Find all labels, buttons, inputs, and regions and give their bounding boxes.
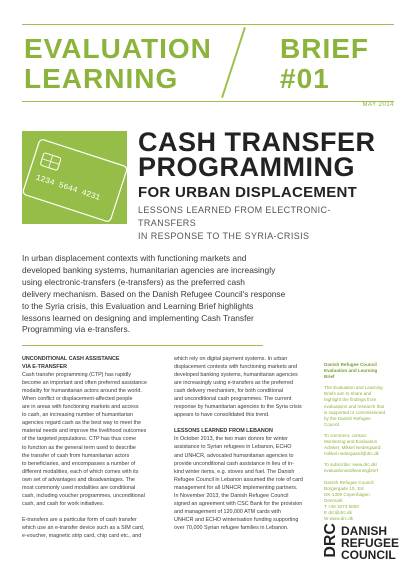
sidebar-heading-line: Danish Refugee Council (324, 362, 377, 367)
headline-line2: PROGRAMMING (138, 152, 355, 182)
intro-line: developed banking systems, humanitarian agencies are increasingly (22, 264, 276, 275)
body-text-line: become an important and often preferred assistance (22, 380, 147, 387)
header-top-rule (22, 24, 394, 25)
sidebar-address-line: Borgergade 10, 3rd (324, 485, 364, 491)
sidebar-text-line: The Evaluation and Learning (324, 385, 383, 391)
sidebar-text-line: Council. (324, 421, 341, 427)
body-text-line: provide unconditional cash assistance in lieu of in- (174, 460, 294, 467)
body-text-line: E-transfers are a particular form of cash transfer (22, 516, 137, 523)
body-text-line: and UNHCR, advocated humanitarian agencies to (174, 452, 294, 459)
sidebar-text-line: mikkel.nedergaard@drc.dk (324, 451, 379, 457)
body-text-line: of the targeted populations. CTP has thus come (22, 436, 137, 443)
sidebar-text-line: highlight the findings from (324, 397, 377, 403)
drc-logo-name (341, 525, 399, 561)
sidebar-address (324, 480, 392, 523)
body-text-line: developed banking systems, humanitarian agencies (174, 372, 298, 379)
body-text-line: modality for humanitarian actors around the world. (22, 388, 142, 395)
col2-paragraph-1 (174, 355, 307, 419)
body-text-line: different modalities, each of which comes with its (22, 468, 139, 475)
headline (138, 127, 376, 182)
sidebar (324, 362, 392, 522)
sidebar-text-line: To subscribe: www.drc.dk/ (324, 462, 378, 468)
paragraph-gap (174, 419, 307, 427)
body-text-line: Refugee Council in Lebanon assumed the role of card (174, 476, 303, 483)
sidebar-text-line: is supported or commissioned (324, 409, 386, 415)
sidebar-text-line: Briefs aim to share and (324, 391, 372, 397)
logo-line1: DANISH (341, 524, 388, 538)
body-text-line: which rely on digital payment systems. In urban (174, 356, 288, 362)
body-text-line: to beneficiaries, and encompasses a number of (22, 460, 136, 467)
body-text-line: which use an e-transfer device such as a SIM card, (22, 524, 145, 531)
issue-date: MAY 2014 (362, 102, 394, 108)
body-text-line: and unconditional cash programmes. The current (174, 396, 292, 403)
section-heading: UNCONDITIONAL CASH ASSISTANCE (22, 356, 120, 362)
intro-line: delivery mechanism. Based on the Danish Refugee Council's response (22, 288, 286, 299)
sidebar-address-line: T +45 3373 5000 (324, 503, 359, 509)
drc-logo-mark: DRC (322, 523, 339, 558)
sidebar-address-line: W www.drc.dk (324, 516, 354, 522)
body-text-line: displacement contexts with functioning markets and (174, 364, 298, 371)
body-text-line: In November 2013, the Danish Refugee Council (174, 492, 289, 499)
body-text-line: over 70,000 Syrian refugee families in Lebanon. (174, 524, 289, 531)
body-text-line: e-voucher, magnetic strip card, chip card etc., and (22, 532, 142, 539)
sidebar-paragraph-1 (324, 385, 392, 428)
sidebar-text-line: Adviser, Mikkel Nedergaard: (324, 445, 382, 451)
body-text-line: to function as the general term used to describe (22, 444, 136, 451)
body-text-line: material needs and improve the livelihood outcomes (22, 428, 147, 435)
lessons-line2: IN RESPONSE TO THE SYRIA-CRISIS (138, 231, 310, 241)
lessons-subtitle (138, 204, 388, 243)
body-text-line: UNHCR and ECHO winterisation funding supporting (174, 516, 299, 523)
paragraph-gap (22, 508, 155, 516)
body-column-1 (22, 355, 155, 540)
intro-line: In urban displacement contexts with functioning markets and (22, 253, 247, 263)
card-number: 1234 5644 4231 (34, 173, 102, 203)
sidebar-heading-line: Evaluation and Learning (324, 368, 378, 374)
body-text-line: kind winter items, e.g. stoves and fuel. The Danish (174, 468, 295, 475)
body-text-line: assistance to Syrian refugees in Lebanon, ECHO (174, 444, 292, 451)
header-title (24, 34, 212, 94)
headline-line1: CASH TRANSFER (138, 127, 376, 157)
sidebar-address-line: Denmark (324, 497, 343, 503)
lessons-line1: LESSONS LEARNED FROM ELECTRONIC-TRANSFERS (138, 205, 331, 228)
sidebar-heading-line: Brief (324, 374, 335, 380)
sidebar-text-line: evaluations and research that (324, 403, 385, 409)
sidebar-address-line: E drc@drc.dk (324, 509, 352, 515)
payment-card-illustration (22, 131, 127, 224)
sidebar-paragraph-2 (324, 433, 392, 457)
headline-subtitle: FOR URBAN DISPLACEMENT (138, 184, 358, 201)
sidebar-heading (324, 362, 392, 380)
header-slash-divider (221, 27, 246, 98)
sidebar-paragraph-3 (324, 462, 392, 474)
body-text-line: the transfer of cash from humanitarian actors (22, 452, 130, 459)
body-text-line: most commonly used modalities are conditional (22, 484, 136, 491)
body-text-line: signed an agreement with CSC Bank for the provision (174, 500, 303, 507)
body-text-line: response by humanitarian agencies to the Syria crisis (174, 404, 302, 411)
section-heading: LESSONS LEARNED FROM LEBANON (174, 428, 273, 435)
body-text-line: cash, and cash for work initiatives. (22, 500, 105, 507)
body-text-line: are increasingly using e-transfers as the preferred (174, 380, 293, 387)
body-text-line: When conflict or displacement-affected people (22, 396, 133, 403)
sidebar-address-line: Danish Refugee Council (324, 479, 374, 485)
body-text-line: to cash, an increasing number of humanitarian (22, 412, 133, 419)
sidebar-text-line: To comment, contact (324, 432, 367, 438)
body-text-line: cash delivery mechanism, for both conditional (174, 388, 284, 395)
body-text-line: agencies regard cash as the best way to meet the (22, 420, 141, 427)
sidebar-text-line: Monitoring and Evaluation (324, 439, 378, 445)
col1-paragraph-2 (22, 516, 155, 540)
card-icon (22, 131, 127, 224)
sidebar-text-line: evaluationandlearningbrief (324, 468, 378, 474)
intro-line: Programming via e-transfers. (22, 324, 130, 335)
section-divider (22, 345, 263, 346)
header-title-line1: EVALUATION (24, 33, 212, 64)
header-bottom-rule (22, 101, 394, 102)
sidebar-text-line: by the Danish Refugee (324, 415, 371, 421)
brief-word: BRIEF (280, 33, 369, 64)
intro-line: to the Syria crisis, this Evaluation and Learning Brief highlights (22, 300, 254, 311)
intro-line: using electronic-transfers (e-transfers) as the preferred cash (22, 276, 245, 287)
body-text-line: management for all UNHCR implementing partners. (174, 484, 298, 491)
body-text-line: appears to have consolidated this trend. (174, 412, 270, 419)
section-heading: VIA E-TRANSFER (22, 364, 68, 371)
header-title-line2: LEARNING (24, 63, 179, 94)
brief-label (280, 34, 369, 94)
body-text-line: Cash transfer programming (CTP) has rapidly (22, 372, 132, 379)
logo-line2: REFUGEE (341, 536, 400, 550)
body-column-2 (174, 355, 307, 532)
body-text-line: and management of 120,000 ATM cards with (174, 508, 281, 515)
sidebar-address-line: DK-1300 Copenhagen (324, 491, 370, 497)
body-text-line: cash, including voucher programmes, unconditional (22, 492, 145, 499)
logo-line3: COUNCIL (341, 548, 396, 562)
col2-paragraph-2 (174, 435, 307, 532)
intro-line: lessons learned on designing and implementing Cash Transfer (22, 312, 254, 323)
intro-paragraph (22, 253, 322, 336)
body-text-line: own set of advantages and disadvantages. The (22, 476, 135, 483)
brief-number: #01 (280, 63, 330, 94)
body-text-line: are in areas with functioning markets and access (22, 404, 139, 411)
col1-paragraph-1 (22, 371, 155, 508)
body-text-line: In October 2013, the two main donors for winter (174, 436, 288, 443)
